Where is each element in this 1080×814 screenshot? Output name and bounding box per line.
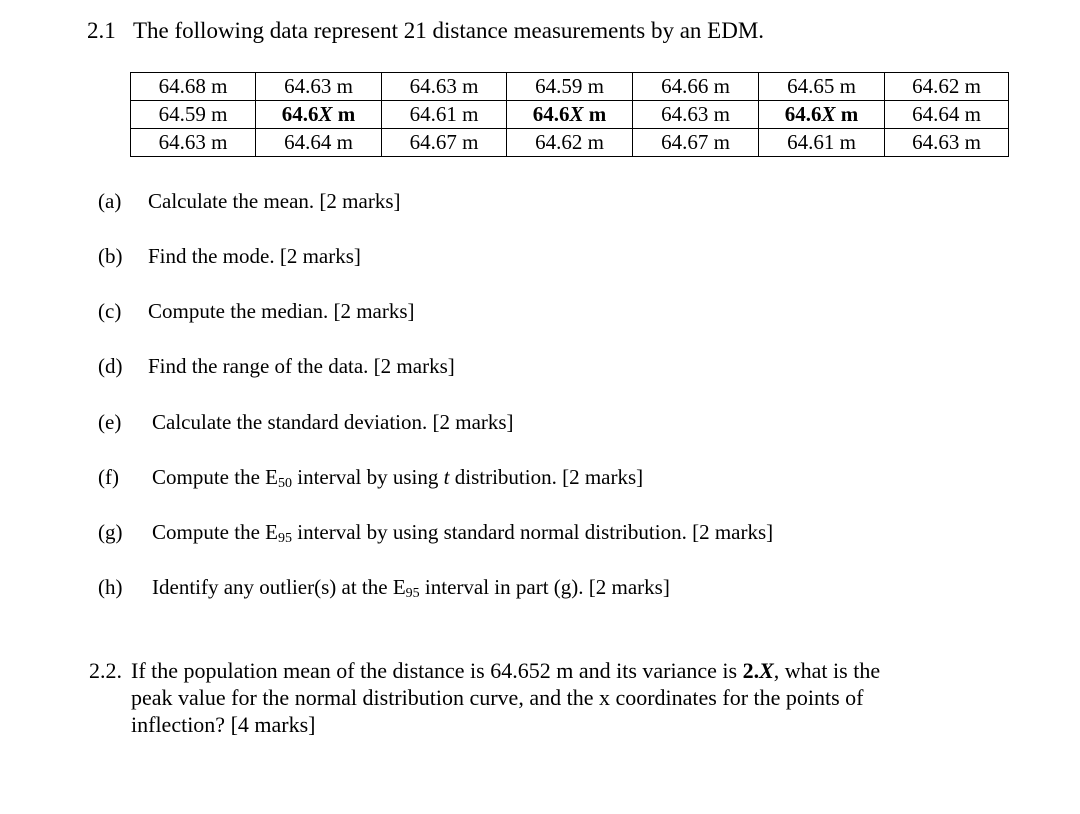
- question-2-1-heading: [87, 16, 764, 46]
- table-cell: 64.62 m: [507, 129, 633, 157]
- table-cell: 64.65 m: [759, 73, 885, 101]
- part-label: (g): [98, 520, 123, 544]
- part-label: (e): [98, 410, 122, 434]
- part-label: (b): [98, 244, 123, 268]
- part-text: Find the range of the data. [2 marks]: [148, 354, 455, 378]
- table-cell: 64.63 m: [633, 101, 759, 129]
- part-label: (f): [98, 465, 119, 489]
- question-text: The following data represent 21 distance measurements by an EDM.: [133, 18, 765, 43]
- question-line: inflection? [4 marks]: [131, 712, 316, 737]
- table-cell: 64.63 m: [131, 129, 256, 157]
- table-cell: 64.68 m: [131, 73, 256, 101]
- question-line: [131, 657, 969, 684]
- table-row: [131, 129, 1009, 157]
- question-number: 2.2.: [89, 658, 122, 683]
- table-cell: 64.64 m: [256, 129, 382, 157]
- question-line: peak value for the normal distribution curve, and the x coordinates for the points of: [131, 685, 864, 710]
- question-number: 2.1: [87, 18, 116, 43]
- table-row: [131, 101, 1009, 129]
- table-cell: 64.67 m: [633, 129, 759, 157]
- variance-value: 2.: [742, 658, 760, 683]
- part-text: Compute the median. [2 marks]: [148, 299, 415, 323]
- table-cell: 64.63 m: [885, 129, 1009, 157]
- table-cell: 64.59 m: [507, 73, 633, 101]
- variance-variable: X: [759, 658, 774, 683]
- table-cell: 64.62 m: [885, 73, 1009, 101]
- part-label: (c): [98, 299, 122, 323]
- question-text: , what is the: [773, 658, 881, 683]
- table-cell: 64.67 m: [382, 129, 507, 157]
- part-text: Compute the $E_{50}$ interval by using t distribution. [2 marks]: [152, 465, 644, 491]
- part-label: (h): [98, 575, 123, 599]
- table-cell: 64.66 m: [633, 73, 759, 101]
- table-cell: 64.63 m: [382, 73, 507, 101]
- question-2-2: [89, 657, 969, 738]
- measurements-table: [130, 72, 1009, 157]
- part-text: Identify any outlier(s) at the $E_{95}$ interval in part (g). [2 marks]: [152, 575, 670, 601]
- part-text: Calculate the standard deviation. [2 marks]: [152, 410, 514, 434]
- part-text: Find the mode. [2 marks]: [148, 244, 361, 268]
- question-text: If the population mean of the distance is 64.652 m and its variance is: [131, 658, 743, 683]
- table-cell: 64.6X m: [759, 101, 885, 129]
- table-row: [131, 73, 1009, 101]
- part-text: Calculate the mean. [2 marks]: [148, 189, 401, 213]
- table-cell: 64.61 m: [759, 129, 885, 157]
- table-cell: 64.63 m: [256, 73, 382, 101]
- table-cell: 64.6X m: [507, 101, 633, 129]
- table-cell: 64.64 m: [885, 101, 1009, 129]
- table-cell: 64.61 m: [382, 101, 507, 129]
- part-label: (a): [98, 189, 122, 213]
- table-cell: 64.6X m: [256, 101, 382, 129]
- part-text: Compute the $E_{95}$ interval by using standard normal distribution. [2 marks]: [152, 520, 774, 546]
- table-cell: 64.59 m: [131, 101, 256, 129]
- part-label: (d): [98, 354, 123, 378]
